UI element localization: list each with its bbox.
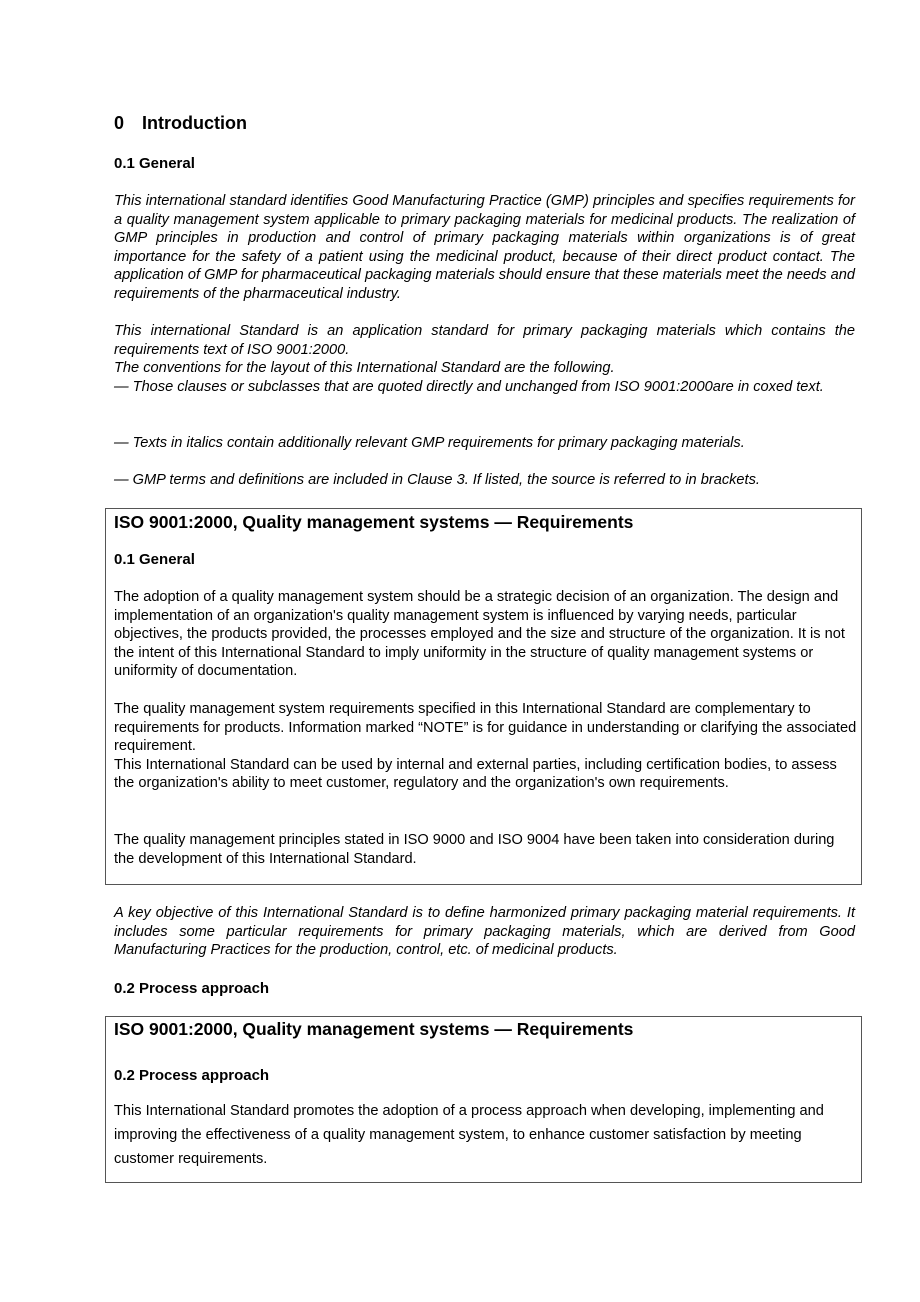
general-para1: This international standard identifies Good Manufacturing Practice (GMP) principles and specifies requirements for a quality management system applicable to primary packaging materials for medicinal products. The realization of GMP principles in production and control of primary packaging materials within organizations is of great importance for the safety of a patient using the medicinal product, because of their direct product contact. The application of GMP for pharmaceutical packaging materials should ensure that these materials meet the needs and requirements of the pharmaceutical industry.	[114, 193, 855, 302]
box2-para1	[114, 1099, 858, 1171]
key-objective-text: A key objective of this International Standard is to define harmonized primary packaging material requirements. It includes some particular requirements for primary packaging materials, which are derived from Good Manufacturing Practices for the production, control, etc. of medicinal products.	[114, 905, 855, 959]
bullet-italics-text: — Texts in italics contain additionally relevant GMP requirements for primary packaging materials.	[114, 435, 745, 451]
box1-para1-text: The adoption of a quality management system should be a strategic decision of an organization. The design and implementation of an organization's quality management system is influenced by varying needs, particular objectives, the products provided, the processes employed and the size and structure of the organization. It is not the intent of this International Standard to imply uniformity in the structure of quality management systems or uniformity of documentation.	[114, 589, 845, 680]
general-intro-paragraph	[114, 192, 855, 304]
key-objective-paragraph	[114, 904, 855, 960]
conventions-line2: The conventions for the layout of this International Standard are the following.	[114, 360, 615, 377]
box1-para1	[114, 588, 858, 681]
general-heading: 0.1 General	[114, 155, 195, 172]
conventions-line1: This international Standard is an application standard for primary packaging materials which contains the requirements text of ISO 9001:2000.	[114, 323, 855, 358]
section-title-text: Introduction	[142, 113, 247, 133]
box1-para3-text: The quality management principles stated in ISO 9000 and ISO 9004 have been taken into consideration during the development of this International Standard.	[114, 832, 835, 867]
box1-para2-line2: This International Standard can be used by internal and external parties, including certification bodies, to assess the organization's ability to meet customer, regulatory and the organization's own requirements.	[114, 756, 837, 792]
box1-para2	[114, 700, 858, 793]
box2-para1-text: This International Standard promotes the adoption of a process approach when developing, implementing and improving the effectiveness of a quality management system, to enhance customer satisfaction by meeting customer requirements.	[114, 1103, 824, 1167]
box2-title: ISO 9001:2000, Quality management systems — Requirements	[114, 1019, 634, 1039]
conventions-bullet-italics	[114, 434, 855, 453]
conventions-paragraph	[114, 322, 855, 396]
iso-quote-box-general	[105, 508, 862, 885]
box2-subheading: 0.2 Process approach	[114, 1067, 270, 1084]
section-title	[114, 112, 247, 134]
conventions-bullet-definitions	[114, 471, 855, 490]
box1-title: ISO 9001:2000, Quality management systems — Requirements	[114, 512, 634, 532]
iso-quote-box-process	[105, 1016, 862, 1183]
section-number: 0	[114, 113, 125, 133]
conventions-line3: — Those clauses or subclasses that are quoted directly and unchanged from ISO 9001:2000are in coxed text.	[114, 378, 824, 395]
box1-para2-line1: The quality management system requirements specified in this International Standard are complementary to requirements for products. Information marked “NOTE” is for guidance in understanding or clarifying the associated requirement.	[114, 701, 857, 755]
bullet-definitions-text: — GMP terms and definitions are included in Clause 3. If listed, the source is referred to in brackets.	[114, 472, 760, 488]
process-heading: 0.2 Process approach	[114, 980, 270, 997]
box1-subheading: 0.1 General	[114, 551, 195, 568]
box1-para3	[114, 831, 858, 868]
